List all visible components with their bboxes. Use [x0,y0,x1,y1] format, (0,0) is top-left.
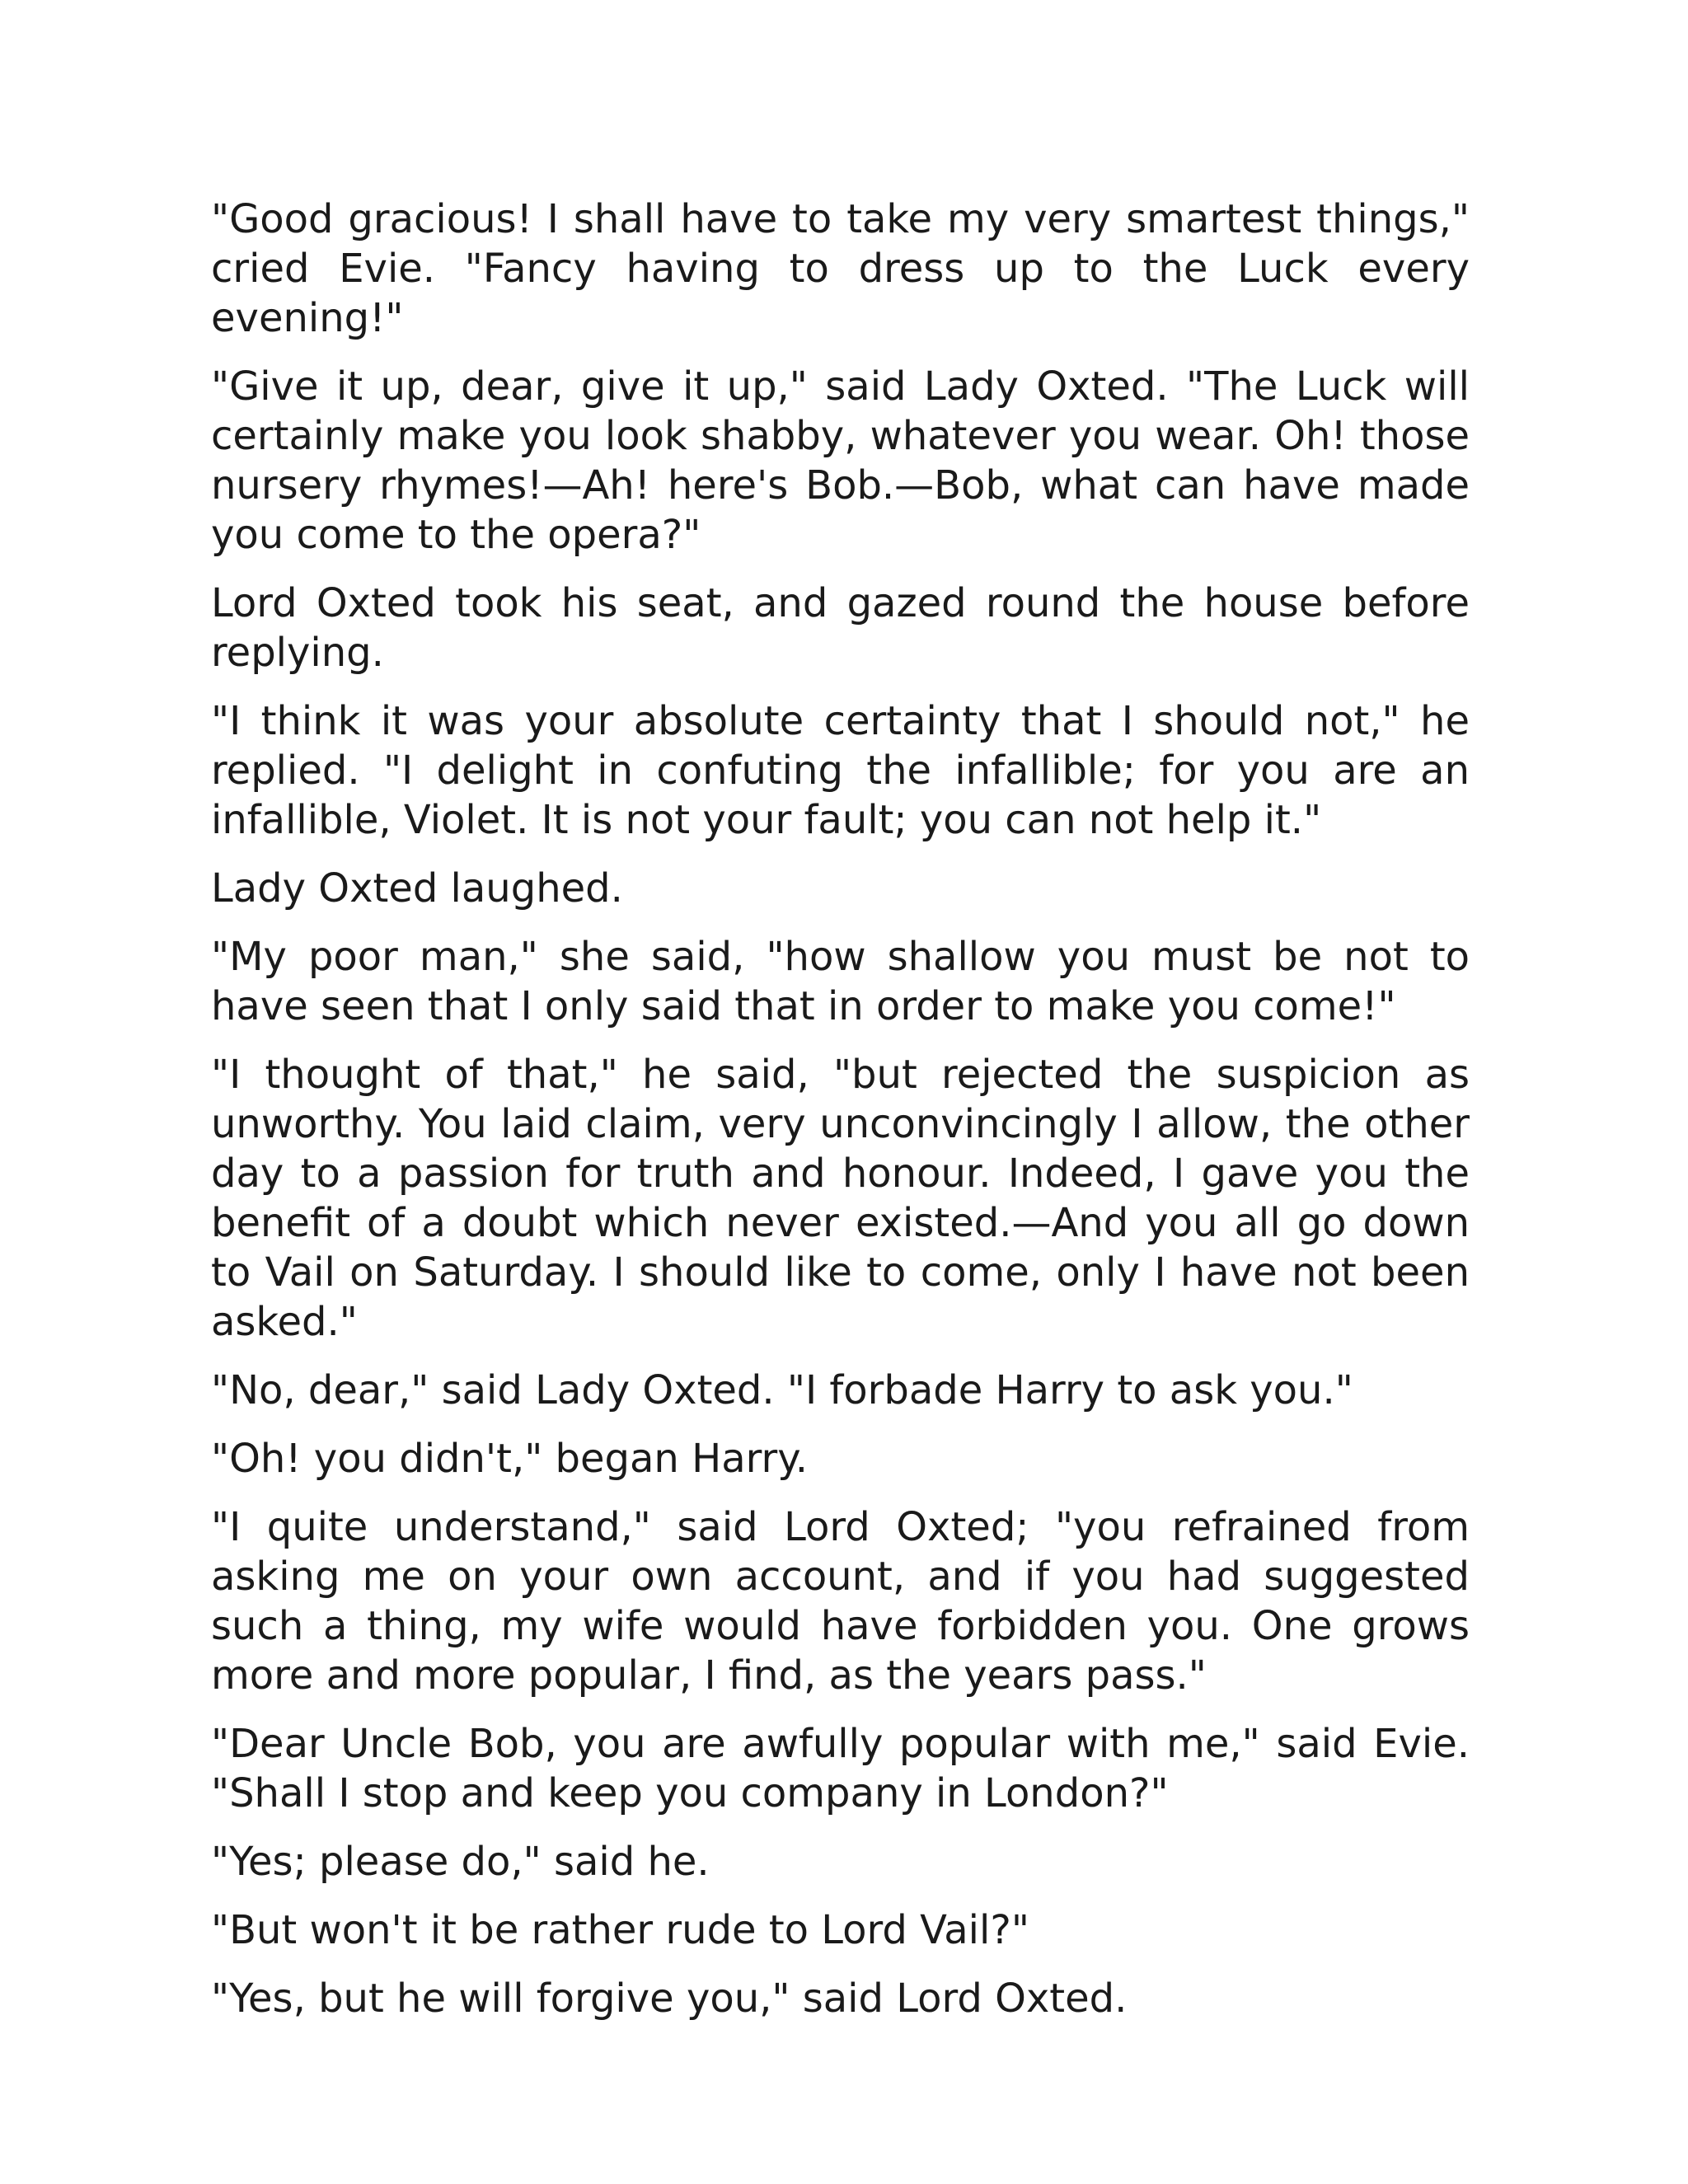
paragraph: "But won't it be rather rude to Lord Vail?" [211,1907,1029,1953]
paragraph: Lady Oxted laughed. [211,865,623,912]
paragraph: "Dear Uncle Bob, you are awfully popular with me," said Evie. "Shall I stop and keep you company in London?" [211,1721,1470,1816]
paragraph: "Good gracious! I shall have to take my very smartest things," cried Evie. "Fancy having to dress up to the Luck every evening!" [211,196,1470,341]
paragraph: "My poor man," she said, "how shallow you must be not to have seen that I only said that in order to make you come!" [211,934,1470,1029]
paragraph: "No, dear," said Lady Oxted. "I forbade Harry to ask you." [211,1367,1353,1413]
body-text [211,194,1470,2042]
paragraph: "I quite understand," said Lord Oxted; "you refrained from asking me on your own account, and if you had suggested such a thing, my wife would have forbidden you. One grows more and more popular, I find, as the years pass." [211,1504,1470,1699]
paragraph: "Oh! you didn't," began Harry. [211,1436,809,1482]
paragraph: "Yes, but he will forgive you," said Lord Oxted. [211,1975,1128,2022]
paragraph: Lord Oxted took his seat, and gazed round the house before replying. [211,580,1470,676]
paragraph: "I think it was your absolute certainty that I should not," he replied. "I delight in confuting the infallible; for you are an infallible, Violet. It is not your fault; you can not help it." [211,698,1470,843]
paragraph: "I thought of that," he said, "but rejected the suspicion as unworthy. You laid claim, very unconvincingly I allow, the other day to a passion for truth and honour. Indeed, I gave you the benefit of a doubt which never existed.—And you all go down to Vail on Saturday. I should like to come, only I have not been asked." [211,1052,1470,1345]
paragraph: "Give it up, dear, give it up," said Lady Oxted. "The Luck will certainly make you look shabby, whatever you wear. Oh! those nursery rhymes!—Ah! here's Bob.—Bob, what can have made you come to the opera?" [211,363,1470,558]
paragraph: "Yes; please do," said he. [211,1839,710,1885]
